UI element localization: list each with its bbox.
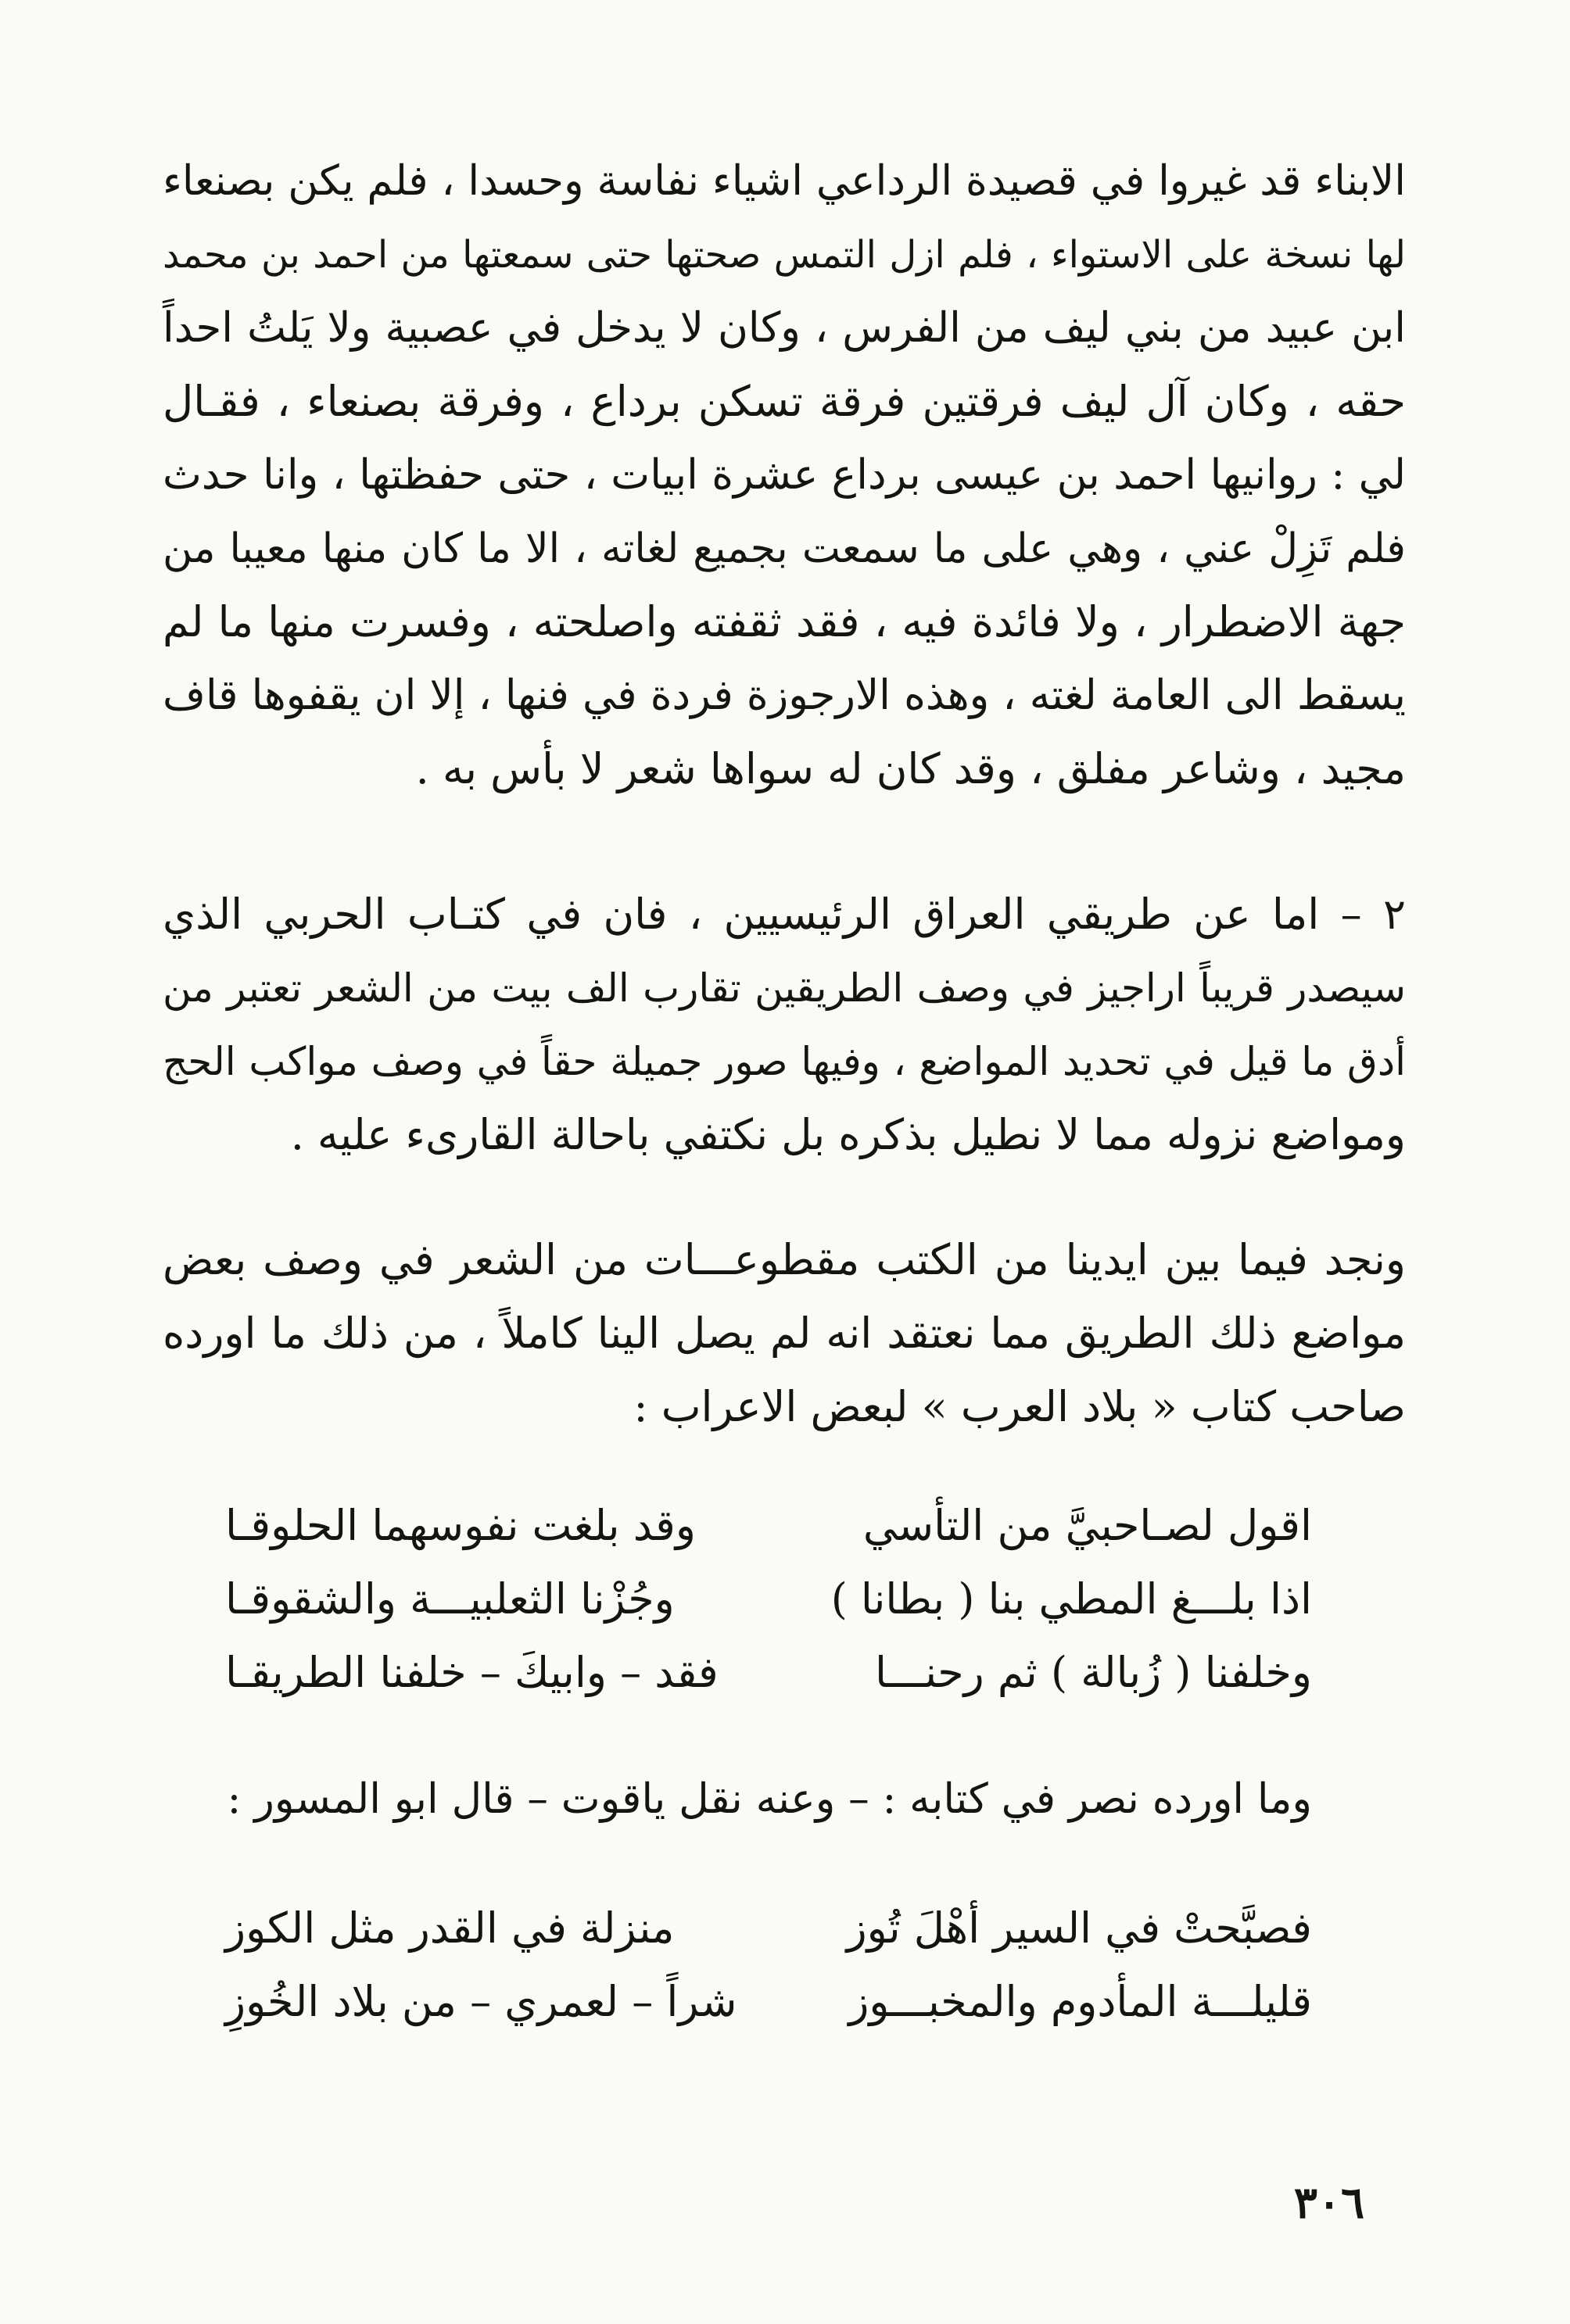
first-hemistich: قليلـــة المأدوم والمخبـــوز: [848, 1977, 1312, 2026]
verse-line: [225, 1563, 1312, 1636]
poem-2: [225, 1892, 1312, 2039]
text-line: سيصدر قريباً اراجيز في وصف الطريقين تقارب الف بيت من الشعر تعتبر من: [163, 965, 1406, 1011]
second-hemistich: فقد – وابيكَ – خلفنا الطريقـا: [225, 1648, 719, 1697]
text-line: جهة الاضطرار ، ولا فائدة فيه ، فقد ثقفته واصلحته ، وفسرت منها ما لم: [163, 597, 1406, 646]
second-hemistich: شراً – لعمري – من بلاد الخُوزِ: [225, 1977, 737, 2026]
verse-line: [225, 1489, 1312, 1563]
page-number: ٣٠٦: [1293, 2177, 1365, 2229]
first-hemistich: فصبَّحتْ في السير أهْلَ تُوز: [846, 1903, 1312, 1953]
text-line: الابناء قد غيروا في قصيدة الرداعي اشياء نفاسة وحسدا ، فلم يكن بصنعاء: [163, 157, 1406, 205]
text-line: مواضع ذلك الطريق مما نعتقد انه لم يصل الينا كاملاً ، من ذلك ما اورده: [163, 1309, 1406, 1358]
poem-1: [225, 1489, 1312, 1710]
text-line: لي : روانيها احمد بن عيسى برداع عشرة ابيات ، حتى حفظتها ، وانا حدث: [163, 451, 1406, 499]
text-line: ونجد فيما بين ايدينا من الكتب مقطوعـــات من الشعر في وصف بعض: [163, 1235, 1406, 1284]
text-line: ٢ – اما عن طريقي العراق الرئيسيين ، فان في كتـاب الحربي الذي: [163, 890, 1406, 939]
text-line: يسقط الى العامة لغته ، وهذه الارجوزة فردة في فنها ، إلا ان يقفوها قاف: [163, 671, 1406, 719]
paragraph-3: [163, 1223, 1406, 1444]
first-hemistich: اذا بلـــغ المطي بنا ( بطانا ): [830, 1574, 1312, 1624]
poem-2-intro: [225, 1763, 1312, 1836]
paragraph-2: [163, 878, 1406, 1172]
first-hemistich: اقول لصـاحبيَّ من التأسي: [862, 1501, 1312, 1550]
text-line: ابن عبيد من بني ليف من الفرس ، وكان لا يدخل في عصبية ولا يَلتُ احداً: [163, 304, 1406, 352]
first-hemistich: وخلفنا ( زُبالة ) ثم رحنـــا: [875, 1648, 1312, 1697]
text-line: حقه ، وكان آل ليف فرقتين فرقة تسكن برداع ، وفرقة بصنعاء ، فقـال: [163, 377, 1406, 426]
text-line: صاحب كتاب « بلاد العرب » لبعض الاعراب :: [633, 1382, 1406, 1431]
second-hemistich: وقد بلغت نفوسهما الحلوقـا: [225, 1501, 696, 1550]
text-line: وما اورده نصر في كتابه : – وعنه نقل ياقوت – قال ابو المسور :: [227, 1775, 1312, 1823]
verse-line: [225, 1636, 1312, 1710]
text-line: أدق ما قيل في تحديد المواضع ، وفيها صور جميلة حقاً في وصف مواكب الحج: [163, 1039, 1406, 1084]
second-hemistich: وجُزْنا الثعلبيـــة والشقوقـا: [225, 1574, 675, 1624]
verse-line: [225, 1965, 1312, 2039]
text-line: لها نسخة على الاستواء ، فلم ازل التمس صحتها حتى سمعتها من احمد بن محمد: [163, 233, 1406, 277]
paragraph-1: [163, 145, 1406, 806]
text-line: فلم تَزِلْ عني ، وهي على ما سمعت بجميع لغاته ، الا ما كان منها معيبا من: [163, 525, 1406, 572]
text-line: مجيد ، وشاعر مفلق ، وقد كان له سواها شعر لا بأس به .: [415, 744, 1406, 793]
text-line: ومواضع نزوله مما لا نطيل بذكره بل نكتفي باحالة القارىء عليه .: [290, 1110, 1406, 1159]
verse-line: [225, 1892, 1312, 1965]
second-hemistich: منزلة في القدر مثل الكوز: [225, 1903, 675, 1953]
